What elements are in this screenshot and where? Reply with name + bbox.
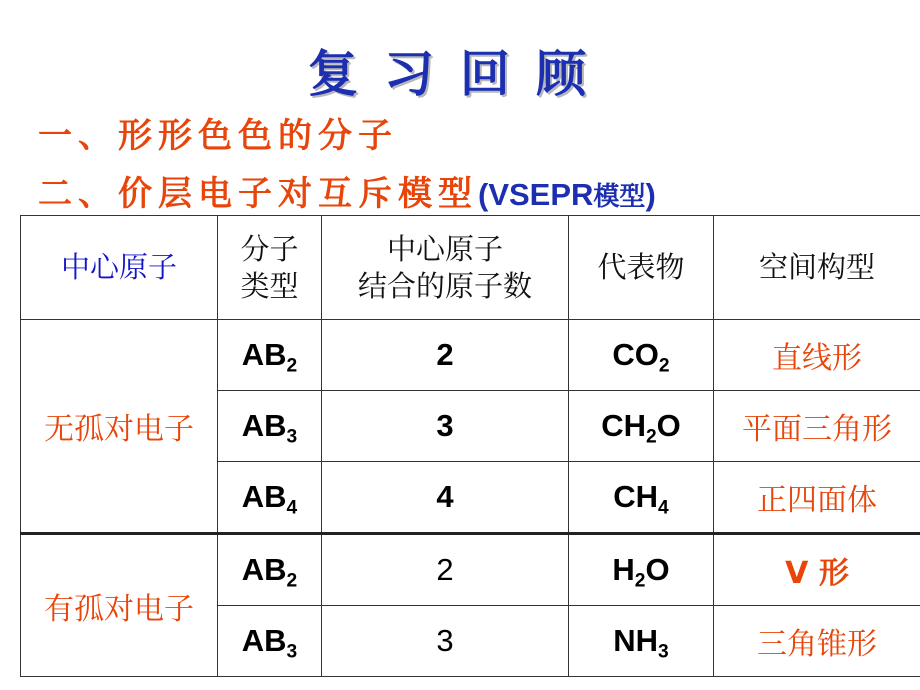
formula-sub: 2 (634, 570, 646, 592)
representative-cell (569, 606, 714, 677)
representative-cell (569, 462, 714, 534)
mol-type-cell (218, 462, 322, 534)
formula-part: H (612, 552, 635, 587)
mol-type-cell (218, 391, 322, 462)
heading-vsepr-paren (478, 177, 656, 212)
formula-part: NH (613, 623, 659, 658)
heading-vsepr (38, 166, 656, 215)
header-bonded-line2: 结合的原子数 (357, 268, 532, 303)
header-mol-type (218, 216, 322, 320)
mol-type-base: AB (241, 479, 287, 514)
paren-cjk: 模型 (593, 182, 646, 212)
header-bonded-line1: 中心原子 (386, 232, 503, 267)
group-has-lone-pairs: 有孤对电子 (21, 534, 218, 677)
mol-type-base: AB (241, 552, 287, 587)
formula-sub: 2 (658, 355, 670, 377)
page-title: 复习回顾 (308, 45, 612, 103)
mol-type-cell (218, 534, 322, 606)
group-no-lone-pairs: 无孤对电子 (21, 320, 218, 534)
heading-vsepr-main: 二、价层电子对互斥模型 (38, 174, 478, 214)
mol-type-base: AB (241, 623, 287, 658)
representative-cell (569, 534, 714, 606)
geometry-cell: 直线形 (714, 320, 920, 391)
atom-count-cell: 2 (322, 320, 569, 391)
heading-molecules: 一、形形色色的分子 (38, 116, 398, 156)
formula-part: CO (612, 337, 659, 372)
header-center-atom: 中心原子 (21, 216, 218, 320)
table-header-row (21, 216, 920, 320)
geometry-cell: 正四面体 (714, 462, 920, 534)
formula-part: O (656, 408, 681, 443)
mol-type-base: AB (241, 337, 287, 372)
formula-sub: 3 (658, 641, 669, 663)
paren-close: ) (645, 177, 656, 212)
formula-part: CH (601, 408, 646, 443)
atom-count-cell: 3 (322, 391, 569, 462)
mol-type-base: AB (241, 408, 287, 443)
mol-type-cell (218, 320, 322, 391)
mol-type-sub: 4 (286, 497, 298, 519)
representative-cell (569, 320, 714, 391)
vsepr-table (20, 215, 920, 677)
mol-type-cell (218, 606, 322, 677)
header-geometry: 空间构型 (714, 216, 920, 320)
mol-type-sub: 2 (286, 355, 298, 377)
table-row (21, 320, 920, 391)
geometry-cell: 平面三角形 (714, 391, 920, 462)
header-mol-type-line2: 类型 (240, 268, 299, 303)
geometry-cell: V 形 (714, 534, 920, 606)
atom-count-cell: 2 (322, 534, 569, 606)
geometry-cell: 三角锥形 (714, 606, 920, 677)
representative-cell (569, 391, 714, 462)
formula-part: O (645, 552, 670, 587)
atom-count-cell: 4 (322, 462, 569, 534)
formula-part: CH (613, 479, 659, 514)
header-bonded-count (322, 216, 569, 320)
mol-type-sub: 3 (286, 426, 298, 448)
table-row (21, 534, 920, 606)
header-mol-type-line1: 分子 (240, 232, 299, 267)
formula-sub: 4 (658, 497, 669, 519)
mol-type-sub: 3 (286, 641, 298, 663)
header-representative: 代表物 (569, 216, 714, 320)
paren-open: (VSEPR (478, 177, 594, 212)
formula-sub: 2 (645, 426, 657, 448)
atom-count-cell: 3 (322, 606, 569, 677)
mol-type-sub: 2 (286, 570, 298, 592)
